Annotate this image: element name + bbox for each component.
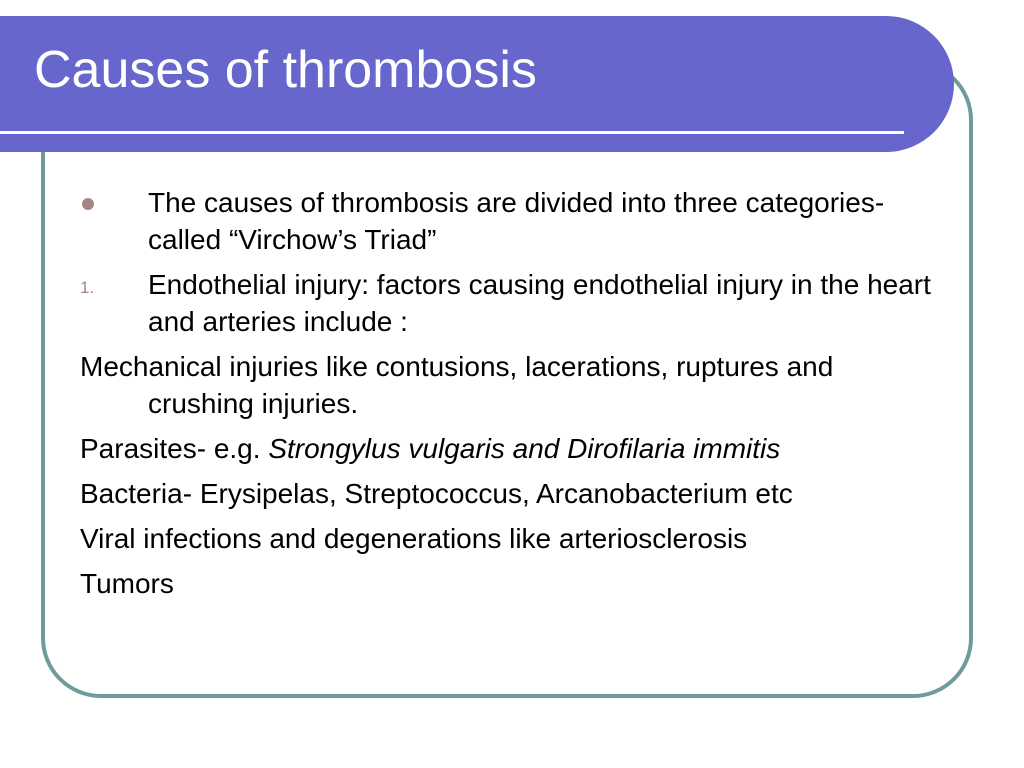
numbered-item bbox=[80, 266, 940, 340]
list-item-text: Bacteria- Erysipelas, Streptococcus, Arcanobacterium etc bbox=[80, 478, 793, 509]
bullet-dot-icon bbox=[82, 198, 94, 210]
list-item bbox=[80, 565, 940, 602]
list-item bbox=[80, 430, 940, 467]
slide-title: Causes of thrombosis bbox=[34, 41, 537, 99]
list-item-text: Mechanical injuries like contusions, lacerations, ruptures and crushing injuries. bbox=[80, 351, 834, 419]
list-item-italic: Strongylus vulgaris and Dirofilaria immitis bbox=[268, 433, 781, 464]
list-item-text: Viral infections and degenerations like arteriosclerosis bbox=[80, 523, 748, 554]
list-item bbox=[80, 520, 940, 557]
slide-body bbox=[80, 184, 940, 610]
numbered-item-text: Endothelial injury: factors causing endothelial injury in the heart and arteries include : bbox=[148, 269, 931, 337]
list-item bbox=[80, 475, 940, 512]
title-underline bbox=[0, 131, 904, 134]
bullet-item-text: The causes of thrombosis are divided into three categories- called “Virchow’s Triad” bbox=[148, 187, 885, 255]
number-marker: 1. bbox=[80, 278, 95, 297]
list-item-prefix: Parasites- e.g. bbox=[80, 433, 269, 464]
bullet-item bbox=[80, 184, 940, 258]
list-item bbox=[80, 348, 940, 422]
list-item-text: Tumors bbox=[80, 568, 174, 599]
